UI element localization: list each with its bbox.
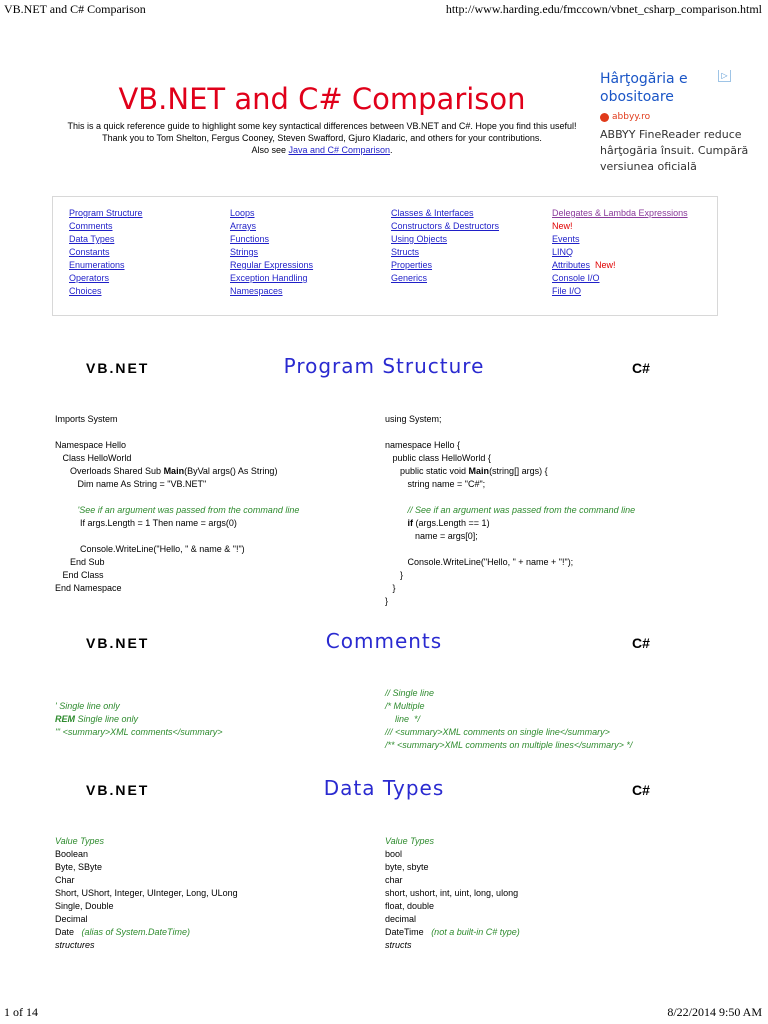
code-line: (args.Length == 1) xyxy=(413,518,490,528)
code-comment: 'See if an argument was passed from the command line xyxy=(55,505,300,515)
toc-link-constants[interactable]: Constants xyxy=(69,247,110,257)
toc-link-regular-expressions[interactable]: Regular Expressions xyxy=(230,260,314,270)
cs-code-data-types xyxy=(385,835,520,952)
toc-link-delegates-lambda[interactable]: Delegates & Lambda Expressions xyxy=(552,208,688,218)
toc-link-attributes[interactable]: Attributes xyxy=(552,260,591,270)
toc-column-1 xyxy=(69,207,143,298)
toc-link-exception-handling[interactable]: Exception Handling xyxy=(230,273,308,283)
cs-label: C# xyxy=(632,782,650,798)
code-line xyxy=(385,518,408,528)
cs-label: C# xyxy=(632,635,650,651)
ad-body: ABBYY FineReader reduce hârţogăria însuit. Cumpără versiunea oficială xyxy=(600,128,749,173)
toc-link-choices[interactable]: Choices xyxy=(69,286,102,296)
code-line: End Namespace xyxy=(55,583,122,593)
code-comment: /* Multiple xyxy=(385,701,425,711)
code-line: Short, UShort, Integer, UInteger, Long, ULong xyxy=(55,888,238,898)
print-footer-datetime: 8/22/2014 9:50 AM xyxy=(667,1005,762,1019)
vb-label: VB.NET xyxy=(86,635,150,651)
toc-link-program-structure[interactable]: Program Structure xyxy=(69,208,143,218)
abbyy-logo-icon xyxy=(600,113,609,122)
code-comment: ' Single line only xyxy=(55,701,120,711)
code-keyword: Main xyxy=(163,466,185,476)
toc-link-enumerations[interactable]: Enumerations xyxy=(69,260,125,270)
code-comment: (not a built-in C# type) xyxy=(431,927,520,937)
vb-code-data-types xyxy=(55,835,238,952)
toc-link-file-io[interactable]: File I/O xyxy=(552,286,582,296)
ad-banner[interactable] xyxy=(600,70,750,180)
code-line: byte, sbyte xyxy=(385,862,429,872)
code-line: namespace Hello { xyxy=(385,440,461,450)
code-line: Char xyxy=(55,875,75,885)
code-line: bool xyxy=(385,849,403,859)
toc-link-data-types[interactable]: Data Types xyxy=(69,234,115,244)
toc-link-constructors-destructors[interactable]: Constructors & Destructors xyxy=(391,221,500,231)
code-comment: line */ xyxy=(385,714,421,724)
new-badge: New! xyxy=(595,260,616,270)
adchoices-icon[interactable]: ▷ xyxy=(718,70,731,82)
toc-link-classes-interfaces[interactable]: Classes & Interfaces xyxy=(391,208,474,218)
code-comment: Single line only xyxy=(75,714,139,724)
toc-column-3 xyxy=(391,207,499,285)
code-line: Console.WriteLine("Hello, " + name + "!"); xyxy=(385,557,574,567)
code-line: float, double xyxy=(385,901,435,911)
code-line: name = args[0]; xyxy=(385,531,478,541)
intro-line-2: Thank you to Tom Shelton, Fergus Cooney, Steven Swafford, Gjuro Kladaric, and others for your contributions. xyxy=(102,133,542,143)
toc-column-2 xyxy=(230,207,313,298)
code-line: structs xyxy=(385,940,412,950)
toc-link-structs[interactable]: Structs xyxy=(391,247,420,257)
toc-column-4 xyxy=(552,207,688,298)
section-header-comments xyxy=(0,629,768,659)
code-line: If args.Length = 1 Then name = args(0) xyxy=(55,518,237,528)
section-title: Data Types xyxy=(323,776,445,800)
code-line: } xyxy=(385,570,404,580)
code-line: Console.WriteLine("Hello, " & name & "!") xyxy=(55,544,245,554)
ad-site-label: abbyy.ro xyxy=(612,112,651,122)
new-badge: New! xyxy=(552,221,573,231)
code-line: Date xyxy=(55,927,82,937)
toc-link-strings[interactable]: Strings xyxy=(230,247,259,257)
code-line: public static void xyxy=(385,466,469,476)
toc-link-operators[interactable]: Operators xyxy=(69,273,110,283)
toc-link-functions[interactable]: Functions xyxy=(230,234,270,244)
toc-link-generics[interactable]: Generics xyxy=(391,273,428,283)
code-line: } xyxy=(385,583,396,593)
code-comment: Value Types xyxy=(55,836,105,846)
code-comment: (alias of System.DateTime) xyxy=(81,927,190,937)
intro-line-1: This is a quick reference guide to highlight some key syntactical differences between VB.NET and C#. Hope you find this useful! xyxy=(67,121,577,131)
code-line: Class HelloWorld xyxy=(55,453,132,463)
code-line: string name = "C#"; xyxy=(385,479,486,489)
vb-label: VB.NET xyxy=(86,360,150,376)
cs-code-program-structure xyxy=(385,413,635,608)
code-comment: // Single line xyxy=(385,688,435,698)
toc-link-linq[interactable]: LINQ xyxy=(552,247,574,257)
code-comment: /// <summary>XML comments on single line</summary> xyxy=(385,727,610,737)
intro-also-suffix: . xyxy=(390,145,393,155)
code-line: DateTime xyxy=(385,927,432,937)
print-footer-page: 1 of 14 xyxy=(4,1005,38,1019)
code-line: Boolean xyxy=(55,849,89,859)
toc-link-loops[interactable]: Loops xyxy=(230,208,255,218)
intro-also-prefix: Also see xyxy=(251,145,289,155)
code-keyword: if xyxy=(407,518,414,528)
code-line: Single, Double xyxy=(55,901,114,911)
toc-link-comments[interactable]: Comments xyxy=(69,221,113,231)
code-comment: // See if an argument was passed from the command line xyxy=(385,505,636,515)
code-line: (ByVal args() As String) xyxy=(184,466,278,476)
ad-headline[interactable]: Hârţogăria e obositoare xyxy=(600,71,688,105)
section-header-program-structure xyxy=(0,354,768,384)
code-line: decimal xyxy=(385,914,417,924)
code-line: char xyxy=(385,875,403,885)
intro-line-3 xyxy=(0,144,644,156)
cs-label: C# xyxy=(632,360,650,376)
code-line: (string[] args) { xyxy=(489,466,548,476)
toc-link-properties[interactable]: Properties xyxy=(391,260,433,270)
section-header-data-types xyxy=(0,776,768,806)
code-comment: Value Types xyxy=(385,836,435,846)
toc-link-namespaces[interactable]: Namespaces xyxy=(230,286,283,296)
intro xyxy=(0,120,644,156)
vb-code-program-structure xyxy=(55,413,299,595)
code-keyword: REM xyxy=(55,714,75,724)
print-header-url: http://www.harding.edu/fmccown/vbnet_csharp_comparison.html xyxy=(445,2,762,16)
toc-box xyxy=(52,196,718,316)
vb-label: VB.NET xyxy=(86,782,150,798)
code-comment: /** <summary>XML comments on multiple lines</summary> */ xyxy=(385,740,633,750)
code-line: Overloads Shared Sub xyxy=(55,466,164,476)
toc-link-console-io[interactable]: Console I/O xyxy=(552,273,600,283)
code-line: using System; xyxy=(385,414,442,424)
section-title: Program Structure xyxy=(283,354,485,378)
code-line: public class HelloWorld { xyxy=(385,453,491,463)
code-line: } xyxy=(385,596,389,606)
code-line: Dim name As String = "VB.NET" xyxy=(55,479,207,489)
code-line: Byte, SByte xyxy=(55,862,103,872)
code-keyword: Main xyxy=(468,466,490,476)
toc-link-events[interactable]: Events xyxy=(552,234,580,244)
code-line: Decimal xyxy=(55,914,88,924)
toc-link-using-objects[interactable]: Using Objects xyxy=(391,234,448,244)
code-line: structures xyxy=(55,940,95,950)
vb-code-comments xyxy=(55,700,223,739)
java-csharp-link[interactable]: Java and C# Comparison xyxy=(288,145,391,155)
section-title: Comments xyxy=(325,629,443,653)
code-line: short, ushort, int, uint, long, ulong xyxy=(385,888,519,898)
ad-site[interactable] xyxy=(600,112,750,122)
code-comment: ''' <summary>XML comments</summary> xyxy=(55,727,223,737)
toc-link-arrays[interactable]: Arrays xyxy=(230,221,257,231)
page-title: VB.NET and C# Comparison xyxy=(118,82,526,116)
code-line: End Class xyxy=(55,570,104,580)
code-line: End Sub xyxy=(55,557,105,567)
code-line: Namespace Hello xyxy=(55,440,127,450)
code-line: Imports System xyxy=(55,414,118,424)
cs-code-comments xyxy=(385,687,632,752)
print-header-title: VB.NET and C# Comparison xyxy=(4,2,146,16)
